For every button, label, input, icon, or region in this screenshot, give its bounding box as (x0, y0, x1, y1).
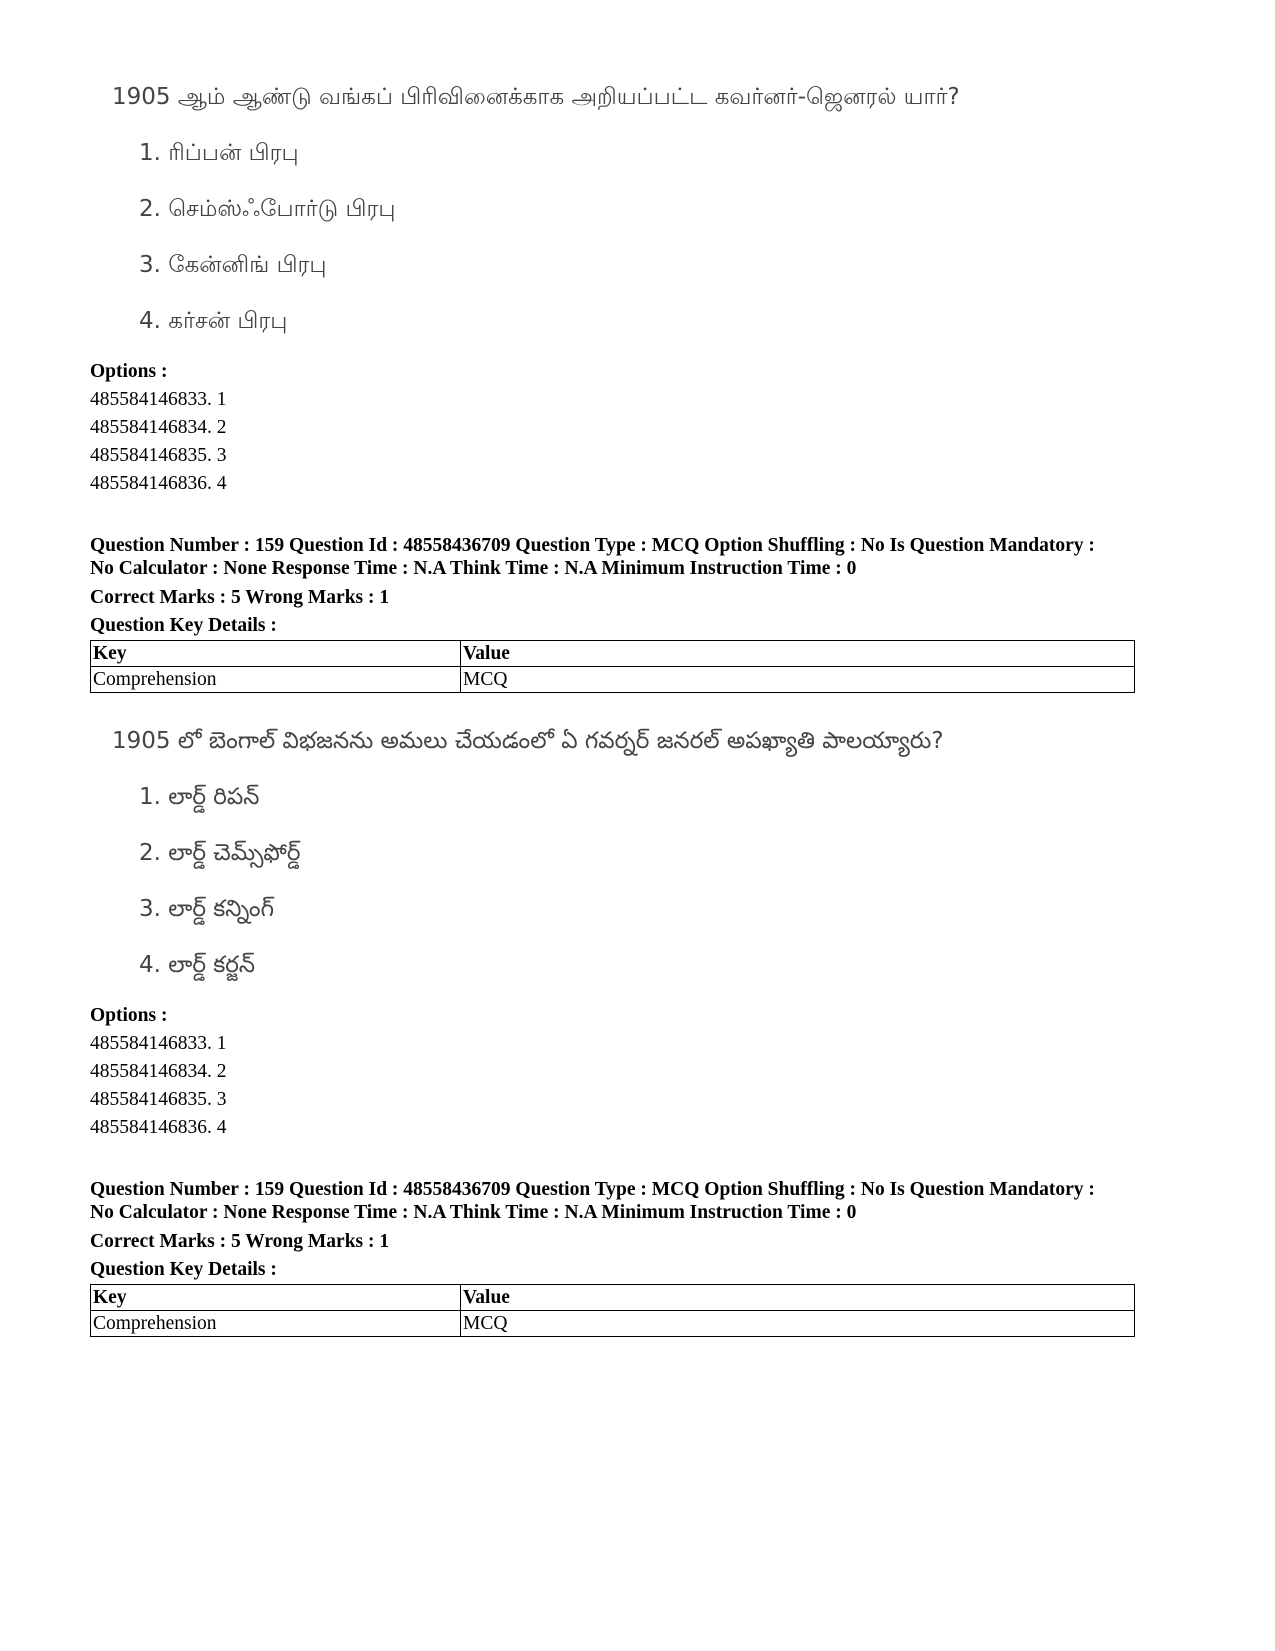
key-details-table (90, 640, 1135, 693)
table-row (91, 1311, 1135, 1337)
table-cell: Comprehension (91, 667, 461, 693)
question-metadata (90, 534, 1190, 640)
table-cell: Comprehension (91, 1311, 461, 1337)
table-header-cell: Key (91, 1285, 461, 1311)
option-item: 485584146834. 2 (90, 1061, 227, 1082)
question-image-telugu (112, 726, 1112, 980)
marks-info: Correct Marks : 5 Wrong Marks : 1 (90, 1231, 390, 1252)
options-label: Options : (90, 1005, 168, 1026)
question-option-3: 3. கேன்னிங் பிரபு (139, 252, 327, 278)
question-option-2: 2. లార్డ్ చెమ్స్‌ఫోర్డ్ (139, 840, 301, 866)
marks-info: Correct Marks : 5 Wrong Marks : 1 (90, 587, 390, 608)
table-header-row (91, 641, 1135, 667)
table-row (91, 667, 1135, 693)
question-info-line: Question Number : 159 Question Id : 48558436709 Question Type : MCQ Option Shuffling : No Is Question Mandatory : (90, 535, 1095, 556)
option-item: 485584146833. 1 (90, 389, 227, 410)
option-item: 485584146836. 4 (90, 1117, 227, 1138)
table-header-cell: Value (461, 641, 1135, 667)
options-label: Options : (90, 361, 168, 382)
question-info (90, 534, 1190, 580)
question-option-1: 1. లార్డ్ రిపన్ (139, 784, 260, 810)
option-item: 485584146834. 2 (90, 417, 227, 438)
question-info-line: No Calculator : None Response Time : N.A Think Time : N.A Minimum Instruction Time : 0 (90, 1202, 857, 1223)
question-info (90, 1178, 1190, 1224)
question-option-1: 1. ரிப்பன் பிரபு (139, 140, 299, 166)
question-stem: 1905 లో బెంగాల్ విభజనను అమలు చేయడంలో ఏ గవర్నర్ జనరల్ అపఖ్యాతి పాలయ్యారు? (112, 728, 944, 754)
question-info-line: No Calculator : None Response Time : N.A Think Time : N.A Minimum Instruction Time : 0 (90, 558, 857, 579)
question-option-3: 3. లార్డ్ కన్నింగ్ (139, 896, 275, 922)
question-info-line: Question Number : 159 Question Id : 48558436709 Question Type : MCQ Option Shuffling : No Is Question Mandatory : (90, 1179, 1095, 1200)
key-details-table (90, 1284, 1135, 1337)
table-cell: MCQ (461, 667, 1135, 693)
question-option-4: 4. கர்சன் பிரபு (139, 308, 288, 334)
options-list (90, 358, 1190, 498)
option-item: 485584146836. 4 (90, 473, 227, 494)
question-option-4: 4. లార్డ్ కర్జన్ (139, 952, 256, 978)
table-cell: MCQ (461, 1311, 1135, 1337)
table-header-row (91, 1285, 1135, 1311)
key-details-label: Question Key Details : (90, 1259, 277, 1280)
table-header-cell: Key (91, 641, 461, 667)
question-metadata (90, 1178, 1190, 1284)
key-details-label: Question Key Details : (90, 615, 277, 636)
options-list (90, 1002, 1190, 1142)
option-item: 485584146835. 3 (90, 1089, 227, 1110)
question-image-tamil (112, 82, 1112, 336)
question-option-2: 2. செம்ஸ்ஃபோர்டு பிரபு (139, 196, 396, 222)
question-stem: 1905 ஆம் ஆண்டு வங்கப் பிரிவினைக்காக அறியப்பட்ட கவர்னர்-ஜெனரல் யார்? (112, 84, 960, 110)
option-item: 485584146835. 3 (90, 445, 227, 466)
table-header-cell: Value (461, 1285, 1135, 1311)
option-item: 485584146833. 1 (90, 1033, 227, 1054)
